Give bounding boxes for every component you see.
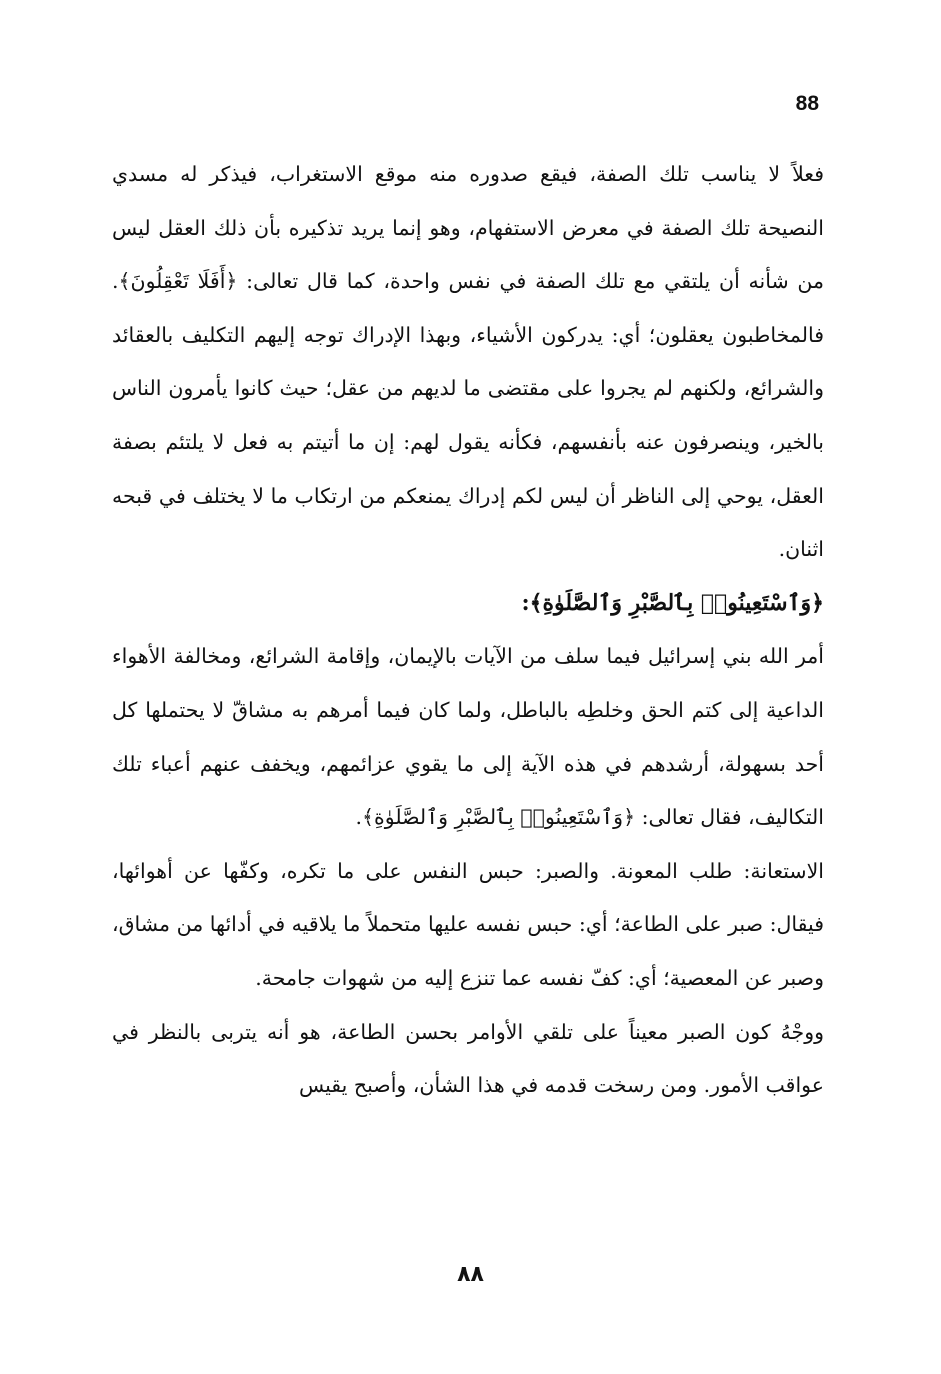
page-number-latin: 88 [795, 92, 819, 115]
text-body [112, 148, 824, 1113]
paragraph-4: ووجْهُ كون الصبر معيناً على تلقي الأوامر بحسن الطاعة، هو أنه يتربى بالنظر في عواقب الأمور. ومن رسخت قدمه في هذا الشأن، وأصبح يقيس [112, 1019, 824, 1098]
page-number-arabic: ٨٨ [457, 1262, 484, 1287]
section-heading-verse: ﴿وَٱسْتَعِينُوا۟ بِٱلصَّبْرِ وَٱلصَّلَوٰةِ﴾: [521, 589, 824, 616]
paragraph-3: الاستعانة: طلب المعونة. والصبر: حبس النفس على ما تكره، وكفّها عن أهوائها، فيقال: صبر على الطاعة؛ أي: حبس نفسه عليها متحملاً ما يلاقيه في أدائها من مشاق، وصبر عن المعصية؛ أي: كفّ نفسه عما تنزع إليه من شهوات جامحة. [112, 858, 824, 990]
paragraph-1: فعلاً لا يناسب تلك الصفة، فيقع صدوره منه موقع الاستغراب، فيذكر له مسدي النصيحة تلك الصفة في معرض الاستفهام، وهو إنما يريد تذكيره بأن ذلك العقل ليس من شأنه أن يلتقي مع تلك الصفة في نفس واحدة، كما قال تعالى: ﴿أَفَلَا تَعْقِلُونَ﴾. فالمخاطبون يعقلون؛ أي: يدركون الأشياء، وبهذا الإدراك توجه إليهم التكليف بالعقائد والشرائع، ولكنهم لم يجروا على مقتضى ما لديهم من عقل؛ حيث كانوا يأمرون الناس بالخير، وينصرفون عنه بأنفسهم، فكأنه يقول لهم: إن ما أتيتم به فعل لا يلتئم بصفة العقل، يوحي إلى الناظر أن ليس لكم إدراك يمنعكم من ارتكاب ما لا يختلف في قبحه اثنان. [112, 162, 824, 562]
paragraph-2: أمر الله بني إسرائيل فيما سلف من الآيات بالإيمان، وإقامة الشرائع، ومخالفة الأهواء الداعية إلى كتم الحق وخلطِه بالباطل، ولما كان فيما أمرهم به مشاقّ لا يحتملها كل أحد بسهولة، أرشدهم في هذه الآية إلى ما يقوي عزائمهم، ويخفف عنهم أعباء تلك التكاليف، فقال تعالى: ﴿وَٱسْتَعِينُوا۟ بِٱلصَّبْرِ وَٱلصَّلَوٰةِ﴾. [112, 644, 824, 830]
